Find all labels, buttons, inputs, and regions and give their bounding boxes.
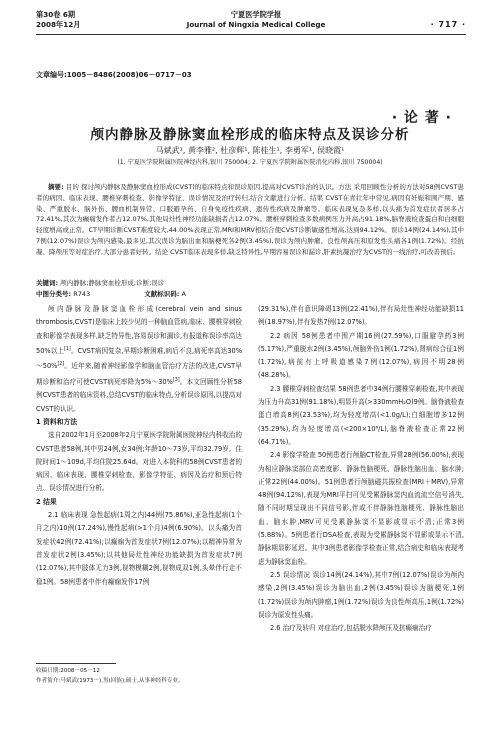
- abstract-label: 摘要:: [48, 183, 64, 191]
- column-tag: · 论 著 ·: [391, 110, 452, 126]
- body-column-right: [258, 303, 464, 635]
- volume-label: 第30卷 6期: [36, 10, 76, 19]
- body-column-left: [36, 303, 242, 589]
- footnote: [36, 666, 242, 686]
- reference-marker: [3]: [172, 377, 180, 383]
- results-continued: (29.31%),伴有意识障碍13例(22.41%),伴有局灶性神经功能缺损11例(18.97%),伴有发热7例(12.07%)。: [258, 305, 464, 327]
- intro-text-4: 。本文回顾性分析58例CVST患者的临床资料,总结CVST的临床特点,分析误诊原因,以提高对CVST的认识。: [36, 378, 242, 413]
- doc-code-label: 文献标识码:: [144, 290, 180, 298]
- received-date: 收稿日期:2008－05－12: [36, 668, 100, 674]
- misdiagnosis-paragraph: 2.5 误诊情况 误诊14例(24.14%),其中7例(12.07%)误诊为颅内感染,2例(3.45%)误诊为脑出血,2例(3.45%)误诊为脑梗死,1例(1.72%)误诊为颅内肿瘤,1例(1.72%)误诊为良性颅高压,1例(1.72%)误诊为原发性头痛。: [258, 570, 464, 619]
- article-title: 颅内静脉及静脉窦血栓形成的临床特点及误诊分析: [90, 127, 410, 143]
- issue-info: [36, 10, 80, 30]
- date-label: 2008年12月: [36, 20, 81, 29]
- etiology-paragraph: 2.2 病因 58例患者中围产期16例(27.59%),口服避孕药3例(5.17%),严重脱水2例(3.45%),颅脑外伤1例(1.72%),肾病综合征1例(1.72%),病前有上呼吸道感染7例(12.07%),病因不明28例(48.28%)。: [258, 331, 464, 380]
- methods-paragraph: 选自2002年1月至2008年2月宁夏医学院附属医院神经内科收治的CVST患者58例,其中男24例,女34例;年龄10～73岁,平均32.79岁。住院时间1～109d,平均住院25.64d。对进入本院科的58例CVST患者的病因、临床表现、腰椎穿刺检查、影像学特征、病因及治疗和预后特点、误诊情况进行分析。: [36, 431, 242, 493]
- treatment-paragraph: 2.6 治疗及转归 对症治疗,包括脱水降颅压及抗癫痫治疗: [270, 624, 432, 633]
- journal-title-en: Journal of Ningxia Medical College: [186, 20, 326, 29]
- section-heading: 2 结果: [36, 497, 57, 506]
- header-divider: [36, 34, 466, 35]
- imaging-paragraph: 2.4 影像学检查 50例患者行颅脑CT检查,异常28例(56.00%),表现为相应静脉窦部位高密度影、静脉性脑梗死、静脉性脑出血、脑水肿;正常22例(44.00%)。51例患者行颅脑磁共振检查(MRI＋MRV),异常48例(94.12%),表现为MRI平扫可见受累静脉窦内血流流空信号消失,随不同时期呈现出不同信号影,伴或不伴静脉性脑梗死、静脉性脑出血、脑水肿,MRV可见受累静脉窦不显影或显示不清;正常3例(5.88%)。5例患者行DSA检查,表现为受累静脉窦不显影或显示不清,静脉期显影延迟。其中3例患者影像学检查正常,结合病史和临床表现考虑为静脉窦血栓。: [258, 451, 464, 566]
- author-list: 马斌武¹, 黄李雅², 杜彦辉¹, 陈桂生¹, 李勇军¹, 侯晓霞¹: [155, 146, 345, 155]
- article-number: 文章编号:1005－8486(2008)06－0717－03: [36, 71, 192, 79]
- keywords-label: 关键词:: [36, 279, 59, 287]
- keywords: [36, 278, 164, 287]
- classification: [36, 289, 186, 298]
- affiliation: (1. 宁夏医学院附属医院神经内科,银川 750004; 2. 宁夏医学院附属医院消化内科,银川 750004): [117, 159, 383, 166]
- journal-name: [186, 10, 326, 30]
- intro-text-3: 。近年来,随着神经影像学和脑血管治疗方法的改进,CVST早期诊断和治疗可使CVST病死率降为5%～30%: [36, 362, 242, 387]
- author-bio: 作者简介:马斌武(1973－),男(回族),硕士,从事神经科专业。: [36, 678, 184, 684]
- results-paragraph: 2.1 临床表现 急性起病(1周之内)44例(75.86%),亚急性起病(1个月之内)10例(17.24%),慢性起病(>1个月)4例(6.90%)。以头痛为首发症状42例(72.41%);以癫痫为首发症状7例(12.07%);以精神异常为首发症状2例(3.45%);以其他局灶性神经功能缺损为首发症状7例(12.07%),其中肢体无力3例,视物模糊2例,视物成双1例,头晕伴行走不稳1例。58例患者中伴有癫痫发作17例: [36, 511, 242, 586]
- footnote-divider: [36, 663, 116, 664]
- reference-marker: [2]: [57, 362, 65, 368]
- section-heading: 1 资料和方法: [36, 417, 78, 426]
- reference-marker: [1]: [63, 346, 71, 352]
- intro-text-2: 。CVST病因复杂,早期诊断困难,病后不良,病死率高达30%～50%: [36, 347, 243, 371]
- lumbar-puncture-paragraph: 2.3 腰椎穿刺检查结果 58例患者中34例行腰椎穿刺检查,其中表现为压力升高31例(91.18%),明显升高(>330mmH₂O)9例。脑脊液检查蛋白增高8例(23.53%),均为轻度增高(<1.0g/L);白细胞增多12例(35.29%),均为轻度增高(<200×10⁶/L),脑脊液检查正常22例(64.71%)。: [258, 384, 464, 446]
- intro-text-1: 颅内静脉及静脉窦血栓形成(cerebral vein and sinus thrombosis,CVST)是临床上较少见的一种脑血管病,临床、腰椎穿刺检查和影像学表现多样,缺乏特异性,容易误诊和漏诊,有报道称误诊率高达50%以上: [36, 305, 242, 356]
- keywords-value: 颅内静脉;静脉窦血栓形成;诊断;误诊: [60, 279, 165, 287]
- journal-title-cn: 宁夏医学院学报: [230, 10, 282, 19]
- doc-code-value: A: [181, 290, 186, 298]
- abstract: [36, 182, 464, 258]
- page-number: · 717 ·: [430, 20, 466, 29]
- page-header: [36, 10, 466, 58]
- clc-label: 中图分类号:: [36, 290, 72, 298]
- abstract-text: 目的 探讨颅内静脉及静脉窦血栓形成(CVST)的临床特点和误诊原因,提高对CVST诊治的认识。方法 采用回顾性分析的方法对58例CVST患者的病因、临床表现、腰椎穿刺检查、影像学特征、误诊情况及治疗转归,结合文献进行分析。结果 CVST在青壮年中常见,病因有妊娠和围产期、感染、严重脱水、脑外伤、腰血机制异常、口服避孕药、自身免疫性疾病、遗传性疾病及肿瘤等。临床表现复杂多样,以头痛为首发症状者居多占72.41%,其次为癫痫发作者占12.07%,其他局灶性神经功能缺损者占12.07%。腰椎穿刺检查多数病例压力升高占91.18%,脑脊液检查蛋白和白细胞轻度增高或正常。CT早期诊断CVST难度较大,44.00%表现正常,MRI和MRV相结合使CVST诊断敏感性增高,达到94.12%。误诊14例(24.14%),其中7例(12.07%)误诊为颅内感染,最多见,其次误诊为脑出血和脑梗死各2例(3.45%),误诊为颅内肿瘤、良性颅高压和原发性头痛各1例(1.72%)。经抗凝、降颅压等对症治疗,大部分患者好转。结论 CVST临床表现多样,缺乏特异性,早期容易误诊和漏诊,肝素抗凝治疗为CVST的一线治疗,可改善预后。: [36, 183, 464, 256]
- clc-value: R743: [73, 290, 91, 298]
- intro-paragraph: [36, 303, 242, 416]
